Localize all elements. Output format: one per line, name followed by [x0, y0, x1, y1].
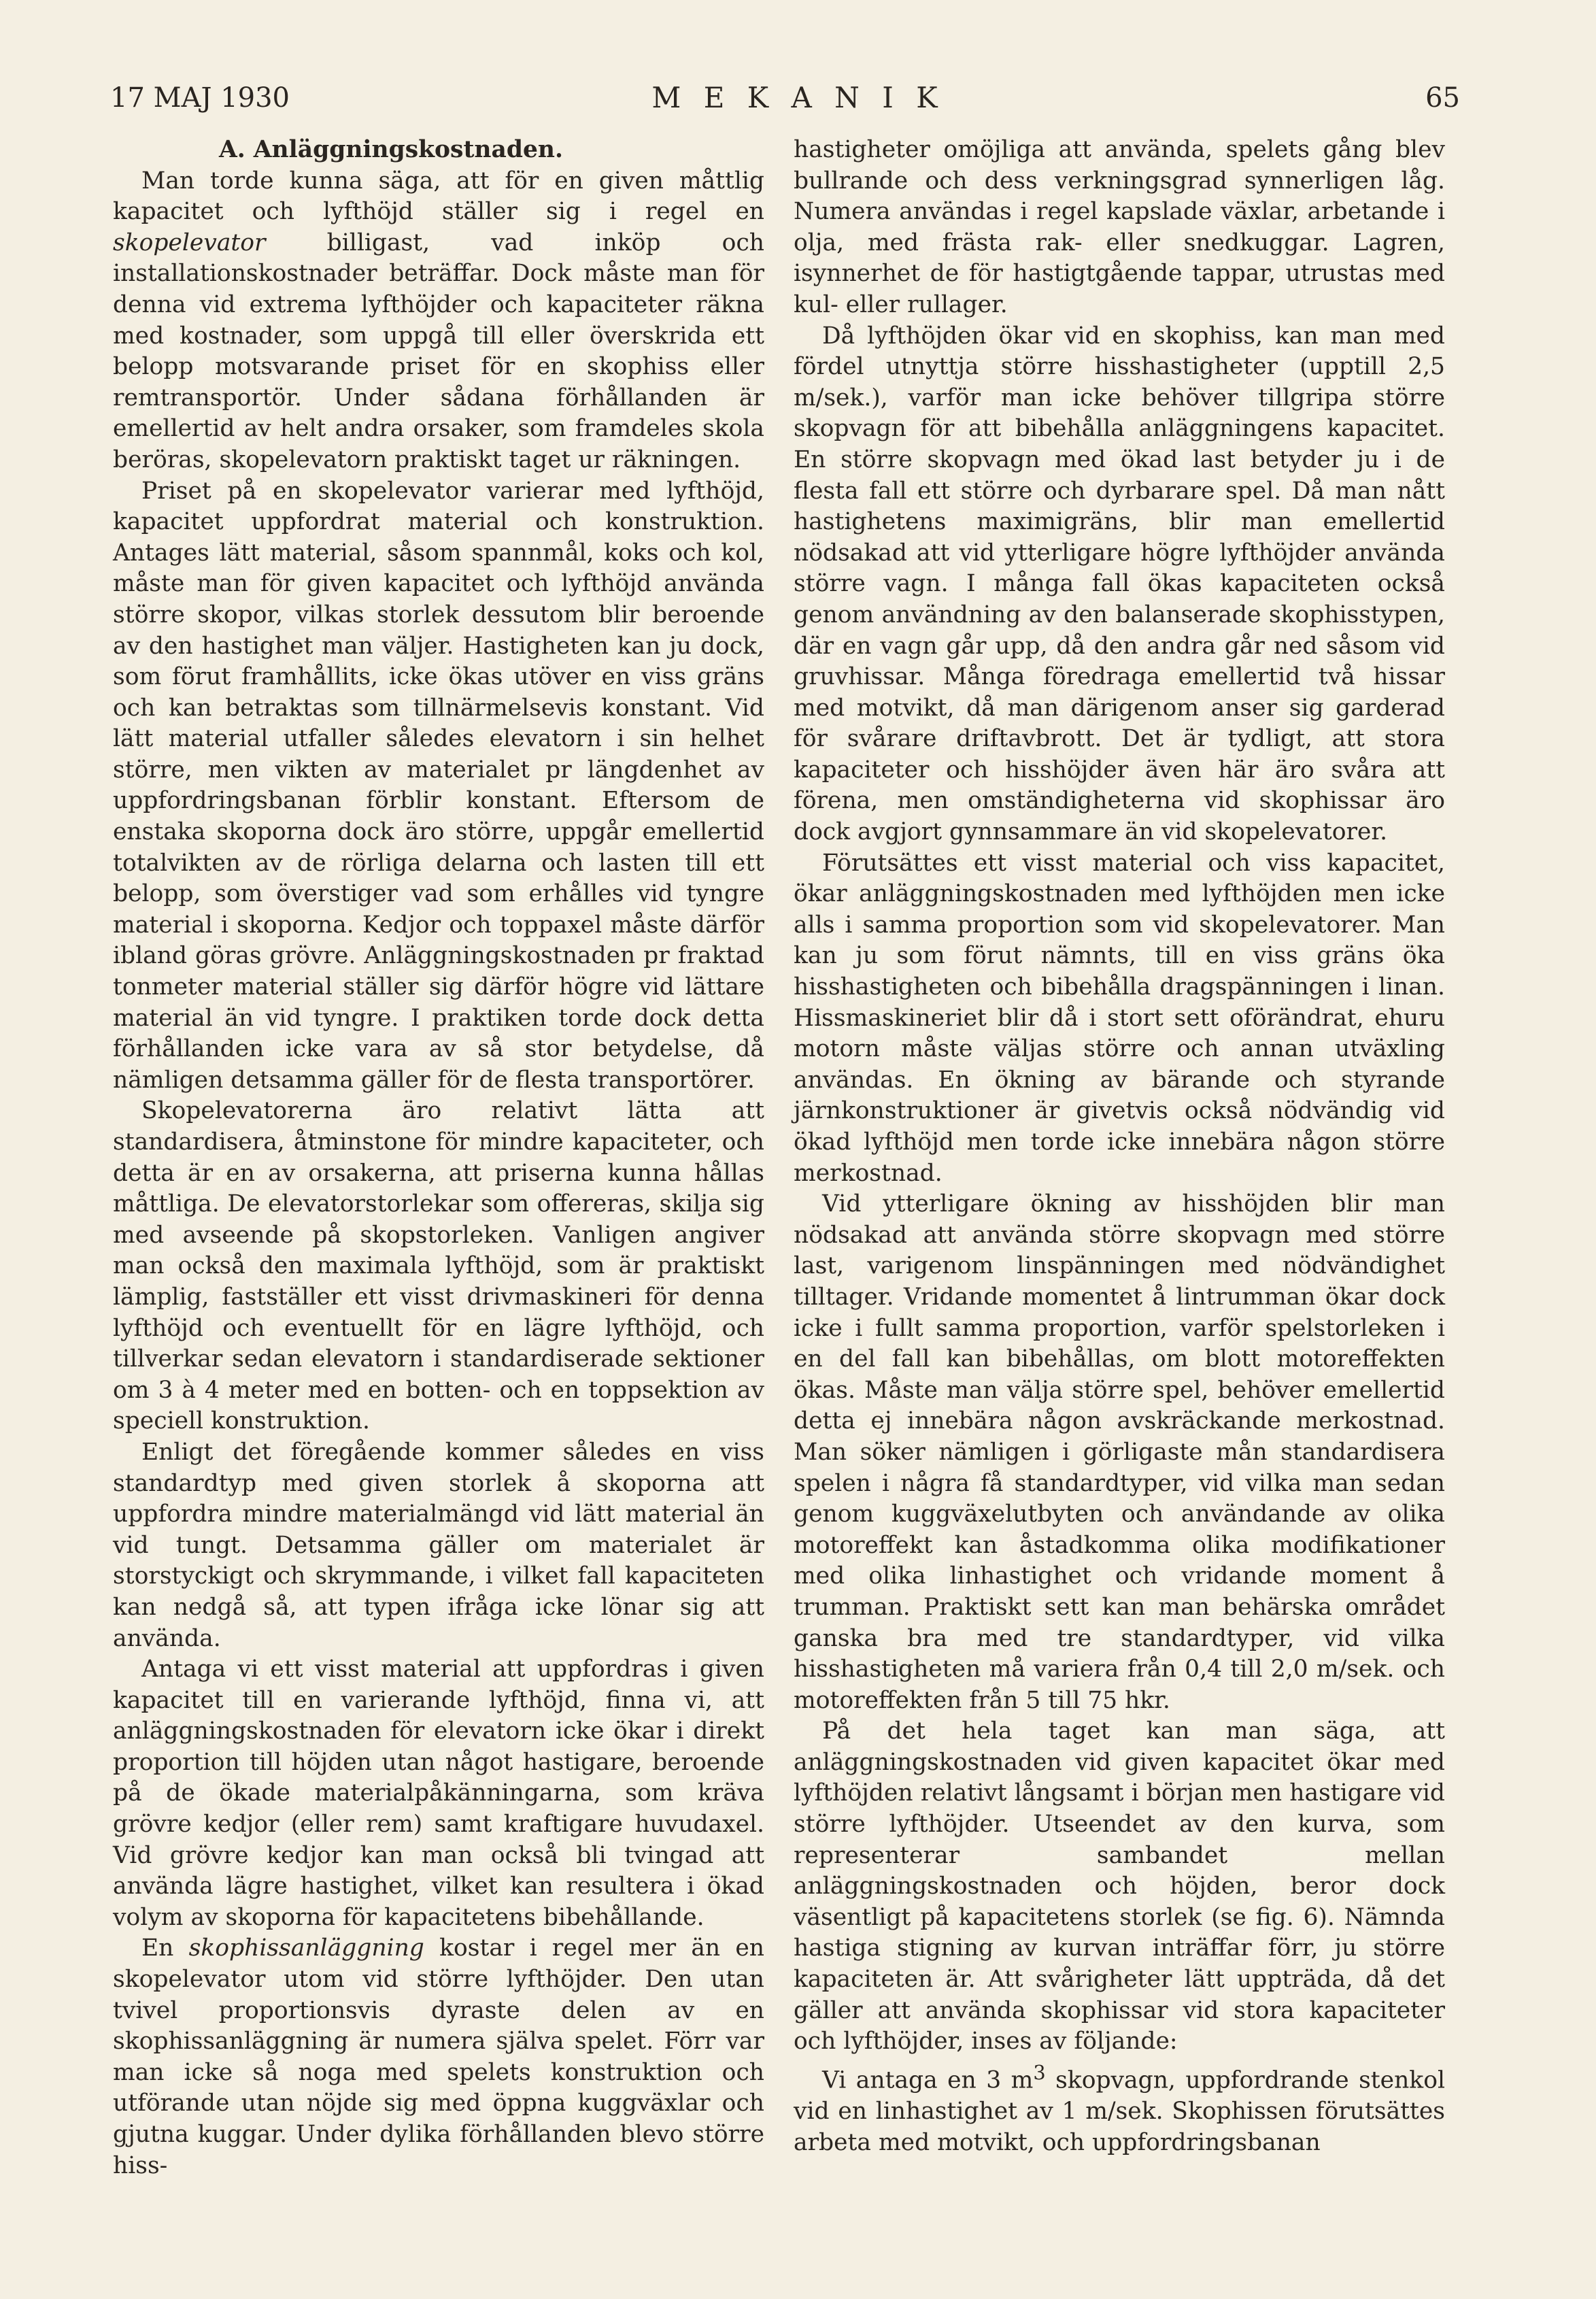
header-title: M E K A N I K: [651, 81, 945, 114]
italic-term: skophissanläggning: [188, 1934, 424, 1962]
page-number: 65: [1425, 82, 1460, 114]
header-date: 17 MAJ 1930: [110, 82, 290, 114]
paragraph: Förutsättes ett visst material och viss kapacitet, ökar anläggningskostnaden med lyfthöjden men icke alls i samma proportion som vid skopelevatorer. Man kan ju som förut nämnts, till en viss gräns öka hisshastigheten och bibehålla dragspänningen i linan. Hissmaskineriet blir då i stort sett oförändrat, ehuru motorn måste väljas större och annan utväxling användas. En ökning av bärande och styrande järnkonstruktioner är givetvis också nödvändig vid ökad lyfthöjd men torde icke innebära någon större merkostnad.: [794, 849, 1445, 1187]
paragraph: Skopelevatorerna äro relativt lätta att standardisera, åtminstone för mindre kapaciteter, och detta är en av orsakerna, att priserna kunna hållas måttliga. De elevatorstorlekar som offereras, skilja sig med avseende på skopstorleken. Vanligen angiver man också den maximala lyfthöjd, som är praktiskt lämplig, fastställer ett visst drivmaskineri för denna lyfthöjd och eventuellt för en lägre lyfthöjd, och tillverkar sedan elevatorn i standardiserade sektioner om 3 à 4 meter med en botten- och en toppsektion av speciell konstruktion.: [113, 1097, 764, 1435]
paragraph: Man torde kunna säga, att för en given måttlig kapacitet och lyfthöjd ställer sig i regel en skopelevator billigast, vad inköp och installationskostnader beträffar. Dock måste man för denna vid extrema lyfthöjder och kapaciteter räkna med kostnader, som uppgå till eller överskrida ett belopp motsvarande priset för en skophiss eller remtransportör. Under sådana förhållanden är emellertid av helt andra orsaker, som framdeles skola beröras, skopelevatorn praktiskt taget ur räkningen.: [113, 167, 764, 473]
paragraph: hastigheter omöjliga att använda, spelets gång blev bullrande och dess verkningsgrad synnerligen låg. Numera användas i regel kapslade växlar, arbetande i olja, med frästa rak- eller snedkuggar. Lagren, isynnerhet de för hastigtgående tappar, utrustas med kul- eller rullager.: [794, 136, 1445, 318]
right-column: [794, 135, 1445, 2158]
paragraph: På det hela taget kan man säga, att anläggningskostnaden vid given kapacitet ökar med lyfthöjden relativt långsamt i början men hastigare vid större lyfthöjder. Utseendet av den kurva, som representerar sambandet mellan anläggningskostnaden och höjden, beror dock väsentligt på kapacitetens storlek (se fig. 6). Nämnda hastiga stigning av kurvan inträffar förr, ju större kapaciteten är. Att svårigheter lätt uppträda, då det gäller att använda skophissar vid stora kapaciteter och lyfthöjder, inses av följande:: [794, 1717, 1445, 2055]
italic-term: skopelevator: [113, 229, 266, 256]
paragraph: Priset på en skopelevator varierar med lyfthöjd, kapacitet uppfordrat material och konstruktion. Antages lätt material, såsom spannmål, koks och kol, måste man för given kapacitet och lyfthöjd använda större skopor, vilkas storlek dessutom blir beroende av den hastighet man väljer. Hastigheten kan ju dock, som förut framhållits, icke ökas utöver en viss gräns och kan betraktas som tillnärmelsevis konstant. Vid lätt material utfaller således elevatorn i sin helhet större, men vikten av materialet pr längdenhet av uppfordringsbanan förblir konstant. Eftersom de enstaka skoporna dock äro större, uppgår emellertid totalvikten av de rörliga delarna och lasten till ett belopp, som överstiger vad som erhålles vid tyngre material i skoporna. Kedjor och toppaxel måste därför ibland göras grövre. Anläggningskostnaden pr fraktad tonmeter material ställer sig därför högre vid lättare material än vid tyngre. I praktiken torde dock detta förhållanden icke vara av så stor betydelse, då nämligen detsamma gäller för de flesta transportörer.: [113, 477, 764, 1094]
superscript: 3: [1033, 2060, 1046, 2084]
paragraph: Enligt det föregående kommer således en viss standardtyp med given storlek å skoporna att uppfordra mindre materialmängd vid lätt material än vid tungt. Detsamma gäller om materialet är storstyckigt och skrymmande, i vilket fall kapaciteten kan nedgå så, att typen ifråga icke lönar sig att använda.: [113, 1438, 764, 1652]
section-heading: A. Anläggningskostnaden.: [218, 136, 564, 163]
left-column: [113, 135, 764, 2181]
paragraph: Antaga vi ett visst material att uppfordras i given kapacitet till en varierande lyfthöjd, finna vi, att anläggningskostnaden för elevatorn icke ökar i direkt proportion till höjden utan något hastigare, beroende på de ökade materialpåkänningarna, som kräva grövre kedjor (eller rem) samt kraftigare huvudaxel. Vid grövre kedjor kan man också bli tvingad att använda lägre hastighet, vilket kan resultera i ökad volym av skoporna för kapacitetens bibehållande.: [113, 1656, 764, 1931]
paragraph: Då lyfthöjden ökar vid en skophiss, kan man med fördel utnyttja större hisshastigheter (upptill 2,5 m/sek.), varför man icke behöver tillgripa större skopvagn för att bibehålla anläggningens kapacitet. En större skopvagn med ökad last betyder ju i de flesta fall ett större och dyrbarare spel. Då man nått hastighetens maximigräns, blir man emellertid nödsakad att vid ytterligare högre lyfthöjder använda större vagn. I många fall ökas kapaciteten också genom användning av den balanserade skophisstypen, där en vagn går upp, då den andra går ned såsom vid gruvhissar. Många föredraga emellertid två hissar med motvikt, då man därigenom anser sig garderad för svårare driftavbrott. Det är tydligt, att stora kapaciteter och hisshöjder även här äro svåra att förena, men omständigheterna vid skophissar äro dock avgjort gynnsammare än vid skopelevatorer.: [794, 322, 1445, 846]
paragraph: En skophissanläggning kostar i regel mer än en skopelevator utom vid större lyfthöjder. Den utan tvivel proportionsvis dyraste delen av en skophissanläggning är numera själva spelet. Förr var man icke så noga med spelets konstruktion och utförande utan nöjde sig med öppna kuggväxlar och gjutna kuggar. Under dylika förhållanden blevo större hiss-: [113, 1934, 764, 2179]
paragraph: Vi antaga en 3 $m^3$ skopvagn, uppfordrande stenkol vid en linhastighet av 1 m/sek. Skophissen förutsättes arbeta med motvikt, och uppfordringsbanan: [794, 2060, 1445, 2156]
paragraph: Vid ytterligare ökning av hisshöjden blir man nödsakad att använda större skopvagn med större last, varigenom linspänningen med nödvändighet tilltager. Vridande momentet å lintrumman ökar dock icke i fullt samma proportion, varför spelstorleken i en del fall kan bibehållas, om blott motoreffekten ökas. Måste man välja större spel, behöver emellertid detta ej innebära någon avskräckande merkostnad. Man söker nämligen i görligaste mån standardisera spelen i några få standardtyper, vid vilka man sedan genom kuggväxelutbyten och användande av olika motoreffekt kan åstadkomma olika modifikationer med olika linhastighet och vridande moment å trumman. Praktiskt sett kan man behärska området ganska bra med tre standardtyper, vid vilka hisshastigheten må variera från 0,4 till 2,0 m/sek. och motoreffekten från 5 till 75 hkr.: [794, 1190, 1445, 1714]
